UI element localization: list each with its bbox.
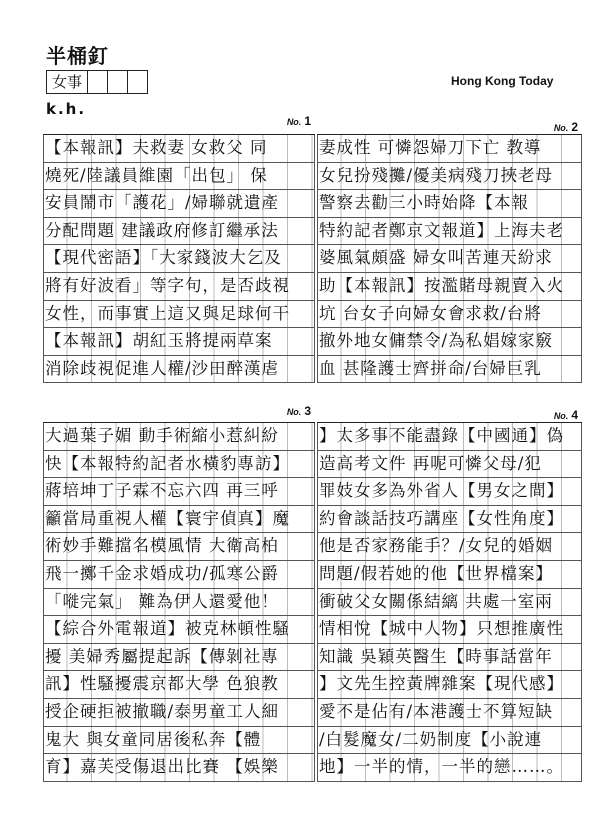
author-initials: k.h.: [46, 100, 87, 118]
grid-line: 【現代密語】「大家錢波大乞及: [43, 245, 315, 273]
panel-number: [287, 114, 311, 128]
panel-no-value: 4: [571, 408, 578, 422]
grid-line: 籲當局重視人權【寰宇偵真】魔: [43, 506, 315, 534]
grid-line: 女兒扮殘攤/優美病殘刀挾老母: [317, 163, 582, 191]
brand-text: Hong Kong Today: [451, 74, 554, 88]
label-box: 女事: [46, 70, 88, 94]
panel-number: [554, 120, 578, 134]
grid-line: 問題/假若她的他【世界檔案】: [317, 561, 582, 589]
grid-line: 「嘥完氣」 難為伊人還愛他！: [43, 589, 315, 617]
grid-line: 將有好波看」等字句，是否歧視: [43, 273, 315, 301]
writing-grid: [317, 422, 582, 782]
grid-line: 訊】性騷擾震京都大學 色狼教: [43, 671, 315, 699]
grid-line: 鬼大 與女童同居後私奔【體: [43, 727, 315, 755]
grid-line: 婆風氣頗盛 婦女叫苦連天紛求: [317, 245, 582, 273]
grid-line: 擾 美婦秀屬提起訴【傳剝社專: [43, 644, 315, 672]
panel-no-label: No.: [286, 407, 302, 417]
panel-3: [43, 404, 315, 814]
grid-line: 警察去勸三小時始降【本報: [317, 190, 582, 218]
grid-line: 他是否家務能手？/女兒的婚姻: [317, 533, 582, 561]
writing-grid: [317, 134, 582, 383]
writing-grid: [43, 134, 315, 383]
panel-no-value: 1: [304, 114, 311, 128]
grid-line: 妻成性 可憐怨婦刀下亡 教導: [317, 135, 582, 163]
grid-line: 撤外地女傭禁令/為私娼嫁家竅: [317, 328, 582, 356]
panel-number: [287, 404, 311, 418]
grid-line: 【本報訊】夫救妻 女救父 同: [43, 135, 315, 163]
grid-line: 【本報訊】胡紅玉將提兩草案: [43, 328, 315, 356]
grid-line: 助【本報訊】按濫賭母親賣入火: [317, 273, 582, 301]
grid-line: 坑 台女子向婦女會求救/台將: [317, 301, 582, 329]
grid-line: /白髮魔女/二奶制度【小說連: [317, 727, 582, 755]
grid-line: 安員鬧市「護花」/婦聯就遺產: [43, 190, 315, 218]
label-box: [87, 70, 108, 94]
grid-line: 血 甚隆護士齊拼命/台婦巨乳: [317, 356, 582, 384]
panel-no-label: No.: [553, 411, 569, 421]
grid-line: 】太多事不能盡錄【中國通】偽: [317, 423, 582, 451]
grid-line: 大過葉子媚 動手術縮小惹糾紛: [43, 423, 315, 451]
grid-line: 】文先生控黃牌雜案【現代感】: [317, 671, 582, 699]
grid-line: 造高考文件 再呢可憐父母/犯: [317, 451, 582, 479]
grid-line: 情相悅【城中人物】只想推廣性: [317, 616, 582, 644]
grid-line: 快【本報特約記者水橫豹專訪】: [43, 451, 315, 479]
grid-line: 愛不是佔有/本港護士不算短缺: [317, 699, 582, 727]
panel-no-label: No.: [286, 117, 302, 127]
label-box: [107, 70, 128, 94]
grid-line: 術妙手難擋名模風情 大衛高柏: [43, 533, 315, 561]
panel-4: [317, 404, 582, 814]
writing-grid: [43, 422, 315, 782]
grid-line: 罪妓女多為外省人【男女之間】: [317, 478, 582, 506]
grid-line: 地】一半的情，一半的戀……。: [317, 754, 582, 782]
grid-line: 燒死/陸議員維園「出包」 保: [43, 163, 315, 191]
panel-no-label: No.: [553, 123, 569, 133]
grid-line: 女性，而事實上這又與足球何干: [43, 301, 315, 329]
header-title: 半桶釘: [46, 44, 109, 68]
label-box: [127, 70, 148, 94]
grid-line: 衝破父女關係結縭 共處一室兩: [317, 589, 582, 617]
panel-number: [554, 408, 578, 422]
grid-line: 【綜合外電報道】被克林頓性騷: [43, 616, 315, 644]
panel-no-value: 3: [304, 404, 311, 418]
grid-line: 分配問題 建議政府修訂繼承法: [43, 218, 315, 246]
panel-2: [317, 114, 582, 384]
grid-line: 飛一擲千金求婚成功/孤寒公爵: [43, 561, 315, 589]
panel-no-value: 2: [571, 120, 578, 134]
grid-line: 授企硬拒被撤職/泰男童工人細: [43, 699, 315, 727]
grid-line: 消除歧視促進人權/沙田醉漢虐: [43, 356, 315, 384]
grid-line: 知識 吳穎英醫生【時事話當年: [317, 644, 582, 672]
panel-1: [43, 114, 315, 384]
grid-line: 約會談話技巧講座【女性角度】: [317, 506, 582, 534]
grid-line: 蔣培坤丁子霖不忘六四 再三呼: [43, 478, 315, 506]
label-box-row: [46, 70, 147, 94]
grid-line: 特約記者鄭京文報道】上海夫老: [317, 218, 582, 246]
grid-line: 育】嘉芙受傷退出比賽 【娛樂: [43, 754, 315, 782]
